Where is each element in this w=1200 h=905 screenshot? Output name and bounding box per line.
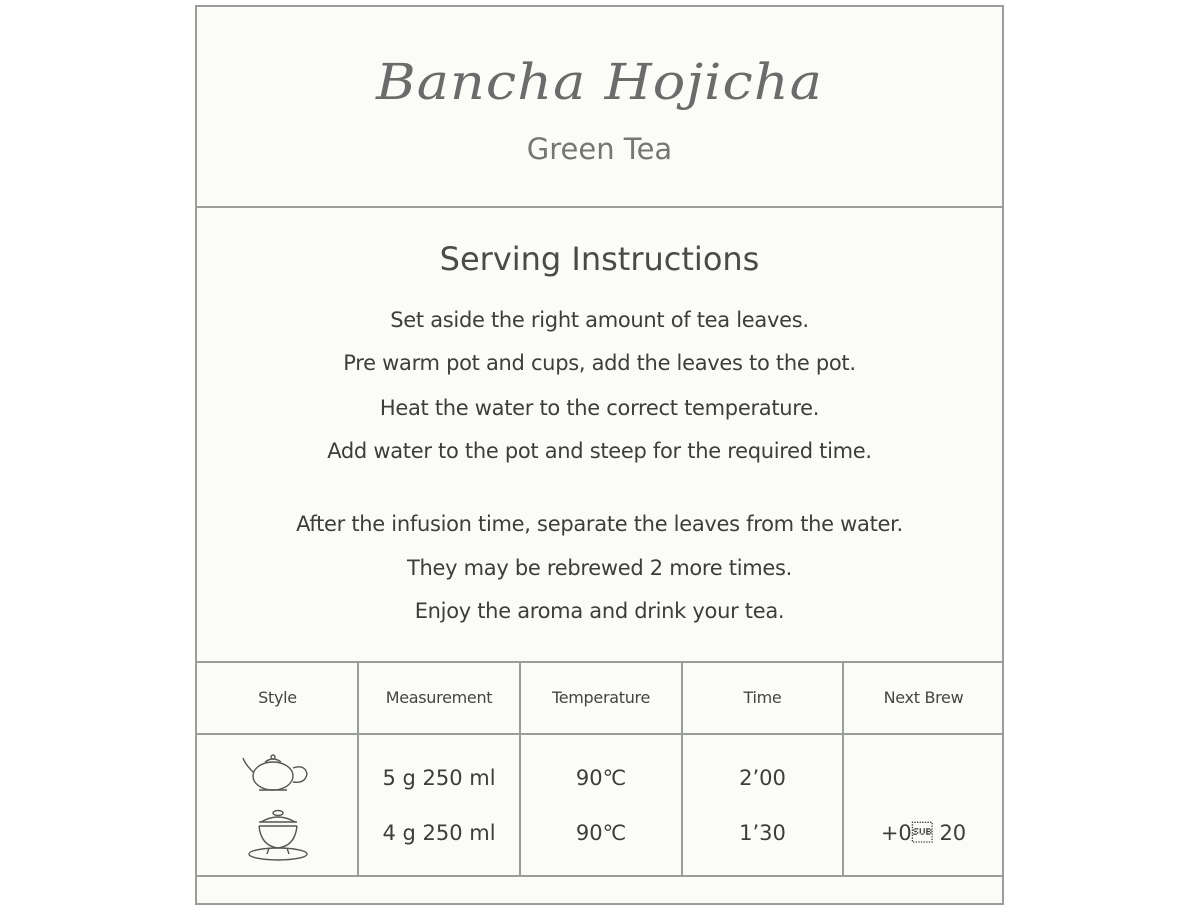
column-header-measurement: Measurement bbox=[385, 688, 493, 707]
column-header-style: Style bbox=[258, 688, 297, 707]
brewing-table bbox=[197, 662, 1002, 877]
measurement-cell: 4 g 250 ml bbox=[382, 821, 496, 845]
instruction-line: Enjoy the aroma and drink your tea. bbox=[414, 599, 785, 623]
column-header-time: Time bbox=[743, 688, 782, 707]
table-header-row bbox=[197, 662, 1002, 735]
tea-type: Green Tea bbox=[526, 132, 673, 166]
instructions-heading: Serving Instructions bbox=[439, 240, 760, 278]
next-brew-cell: +0 20 bbox=[880, 821, 967, 845]
teapot-icon bbox=[241, 750, 315, 798]
gaiwan-icon bbox=[247, 808, 309, 868]
column-header-temperature: Temperature bbox=[551, 688, 651, 707]
time-cell: 1’30 bbox=[739, 821, 786, 845]
temperature-cell: 90℃ bbox=[575, 821, 627, 845]
instruction-line: Set aside the right amount of tea leaves. bbox=[390, 308, 809, 332]
instruction-line: They may be rebrewed 2 more times. bbox=[406, 556, 793, 580]
measurement-cell: 5 g 250 ml bbox=[382, 766, 496, 790]
tea-name: Bancha Hojicha bbox=[375, 53, 823, 111]
column-header-next-brew: Next Brew bbox=[883, 688, 964, 707]
serving-instructions bbox=[197, 208, 1002, 663]
instruction-line: Add water to the pot and steep for the required time. bbox=[327, 439, 872, 463]
tea-card bbox=[195, 5, 1004, 905]
instruction-line: After the infusion time, separate the leaves from the water. bbox=[296, 512, 903, 536]
temperature-cell: 90℃ bbox=[575, 766, 627, 790]
card-header bbox=[197, 7, 1002, 208]
instruction-line: Heat the water to the correct temperature. bbox=[379, 396, 820, 420]
time-cell: 2’00 bbox=[739, 766, 786, 790]
instruction-line: Pre warm pot and cups, add the leaves to the pot. bbox=[343, 351, 856, 375]
